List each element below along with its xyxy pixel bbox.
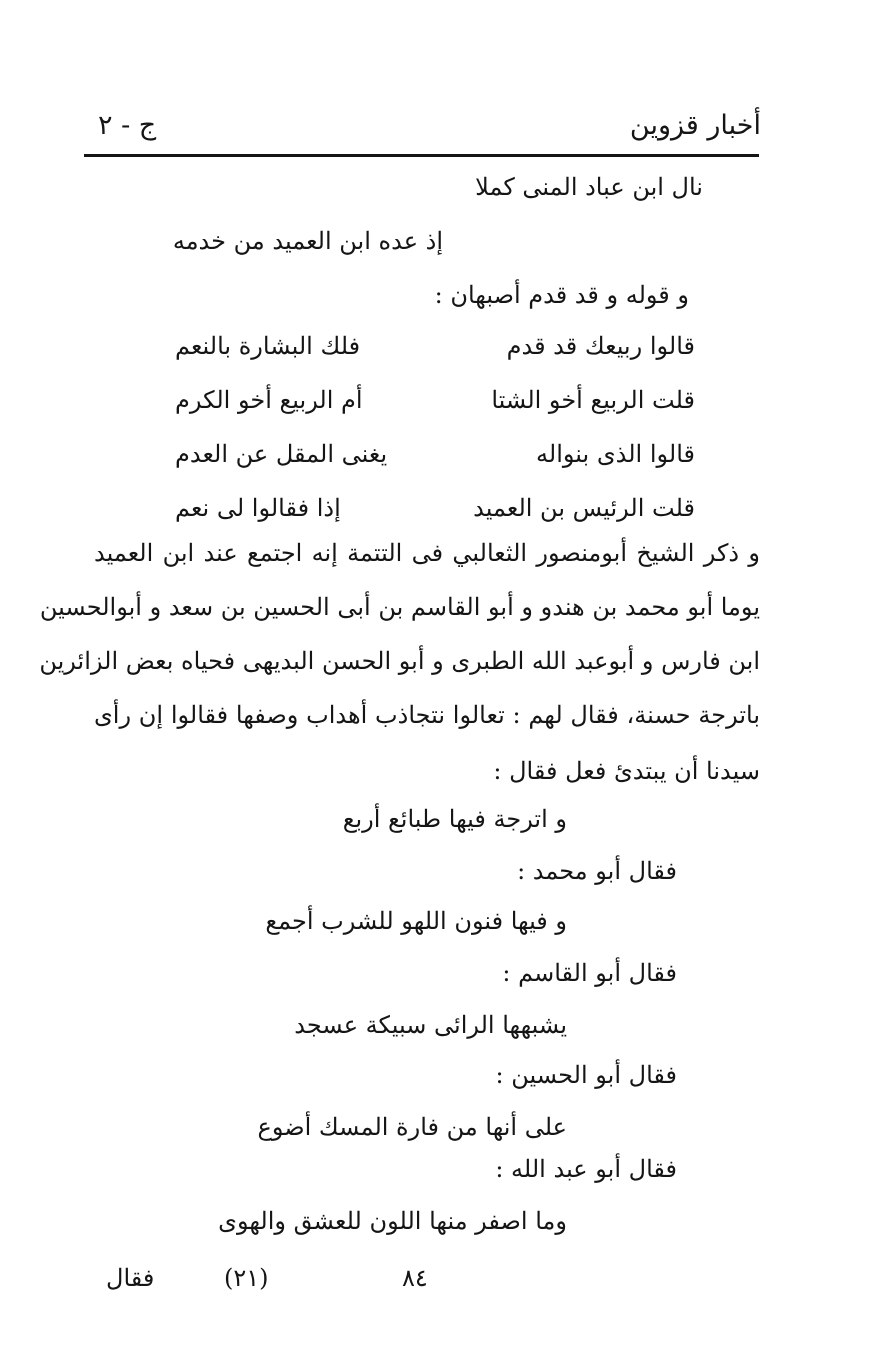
intro-line: و قوله و قد قدم أصبهان : — [434, 281, 689, 309]
paragraph-line: ابن فارس و أبوعبد الله الطبرى و أبو الحسن البديهى فحياه بعض الزائرين — [39, 647, 760, 675]
verse-hemistich-left: أم الربيع أخو الكرم — [175, 386, 363, 414]
verse-hemistich-right: قالوا الذى بنواله — [536, 440, 695, 468]
opening-couplet-second: إذ عده ابن العميد من خدمه — [172, 227, 443, 255]
verse-hemistich-right: قلت الربيع أخو الشتا — [491, 386, 695, 414]
speaker-line: فقال أبو محمد : — [517, 857, 677, 885]
catchword: فقال — [106, 1264, 155, 1292]
paragraph-line: سيدنا أن يبتدئ فعل فقال : — [493, 757, 760, 785]
header-rule — [84, 154, 759, 157]
page-number: ٨٤ — [402, 1264, 428, 1292]
verse-hemistich-left: فلك البشارة بالنعم — [175, 332, 361, 360]
dialogue-verse: وما اصفر منها اللون للعشق والهوى — [218, 1207, 567, 1235]
dialogue-verse: و اترجة فيها طبائع أربع — [342, 805, 567, 833]
running-title: أخبار قزوين — [629, 110, 761, 141]
speaker-line: فقال أبو القاسم : — [502, 959, 677, 987]
speaker-line: فقال أبو عبد الله : — [495, 1155, 677, 1183]
paragraph-line: باترجة حسنة، فقال لهم : تعالوا نتجاذب أهداب وصفها فقالوا إن رأى — [94, 701, 760, 729]
poem-verse — [175, 326, 695, 366]
verse-hemistich-right: قالوا ربيعك قد قدم — [506, 332, 695, 360]
paragraph-line: و ذكر الشيخ أبومنصور الثعالبي فى التتمة إنه اجتمع عند ابن العميد — [94, 539, 760, 567]
poem-verse — [175, 434, 695, 474]
verse-hemistich-left: إذا فقالوا لى نعم — [175, 494, 341, 522]
opening-couplet-first: نال ابن عباد المنى كملا — [475, 173, 703, 201]
volume-label: ج - ٢ — [98, 110, 157, 141]
poem-verse — [175, 380, 695, 420]
dialogue-verse: و فيها فنون اللهو للشرب أجمع — [265, 907, 567, 935]
speaker-line: فقال أبو الحسين : — [495, 1061, 677, 1089]
paragraph-line: يوما أبو محمد بن هندو و أبو القاسم بن أبى الحسين بن سعد و أبوالحسين — [39, 593, 760, 621]
dialogue-verse: يشبهها الرائى سبيكة عسجد — [294, 1011, 567, 1039]
signature-mark: (٢١) — [224, 1264, 269, 1292]
verse-hemistich-left: يغنى المقل عن العدم — [175, 440, 388, 468]
poem-verse — [175, 488, 695, 528]
dialogue-verse: على أنها من فارة المسك أضوع — [257, 1113, 567, 1141]
verse-hemistich-right: قلت الرئيس بن العميد — [473, 494, 695, 522]
